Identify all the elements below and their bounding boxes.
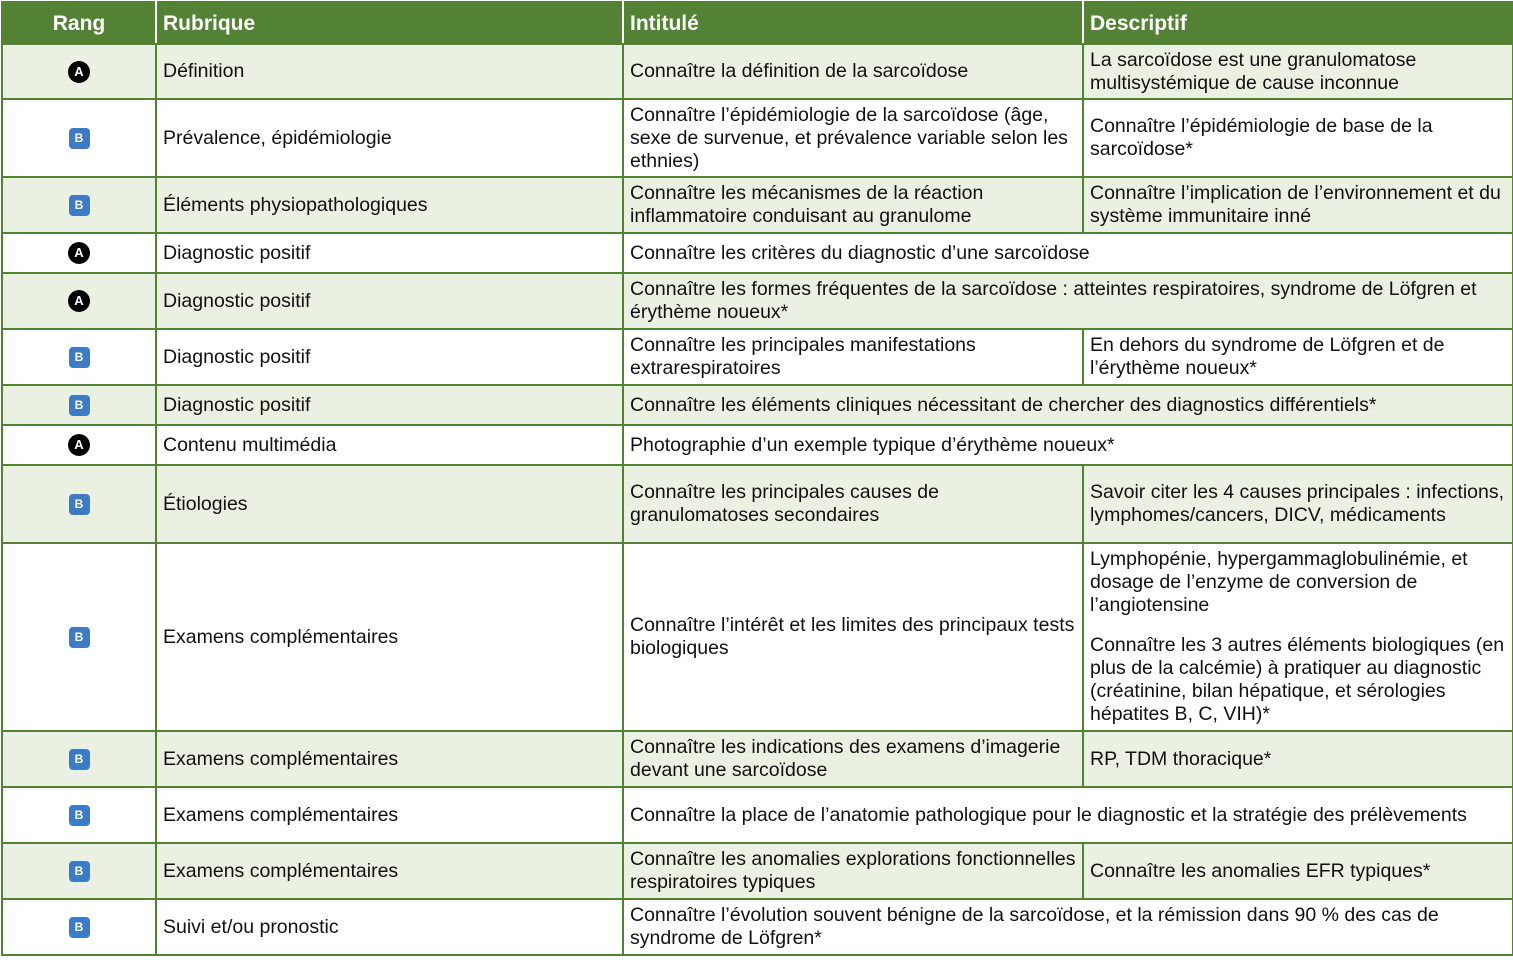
rank-a-badge-icon: A	[68, 434, 90, 456]
rubrique-cell: Diagnostic positif	[156, 273, 623, 329]
rang-cell	[2, 543, 156, 731]
sarcoidose-objectives-table	[1, 1, 1513, 956]
rang-cell	[2, 787, 156, 843]
table-row	[2, 233, 1513, 273]
descriptif-cell	[1083, 44, 1513, 99]
rank-b-badge-icon: B	[69, 805, 90, 826]
table-row	[2, 899, 1513, 955]
intitule-cell: Connaître l’épidémiologie de la sarcoïdose (âge, sexe de survenue, et prévalence variable selon les ethnies)	[623, 99, 1083, 177]
descriptif-paragraph: Connaître les anomalies EFR typiques*	[1090, 859, 1431, 882]
rubrique-cell: Prévalence, épidémiologie	[156, 99, 623, 177]
rang-cell	[2, 99, 156, 177]
header-row	[2, 2, 1513, 44]
table-row	[2, 44, 1513, 99]
table-header	[2, 2, 1513, 44]
intitule-cell: Connaître la définition de la sarcoïdose	[623, 44, 1083, 99]
rank-b-badge-icon: B	[69, 347, 90, 368]
rang-cell	[2, 273, 156, 329]
header-intitule: Intitulé	[623, 2, 1083, 44]
intitule-cell: Connaître les anomalies explorations fonctionnelles respiratoires typiques	[623, 843, 1083, 899]
rank-b-badge-icon: B	[69, 917, 90, 938]
rubrique-cell: Examens complémentaires	[156, 787, 623, 843]
descriptif-cell	[1083, 177, 1513, 233]
table-row	[2, 731, 1513, 787]
table-row	[2, 425, 1513, 465]
rang-cell	[2, 425, 156, 465]
rang-cell	[2, 731, 156, 787]
rang-cell	[2, 385, 156, 425]
header-descriptif: Descriptif	[1083, 2, 1513, 44]
intitule-cell: Connaître les éléments cliniques nécessitant de chercher des diagnostics différentiels*	[623, 385, 1513, 425]
header-rang: Rang	[2, 2, 156, 44]
descriptif-paragraph: Connaître les 3 autres éléments biologiques (en plus de la calcémie) à pratiquer au diagnostic (créatinine, bilan hépatique, et sérologies hépatites B, C, VIH)*	[1090, 634, 1505, 725]
rang-cell	[2, 465, 156, 543]
intitule-cell: Connaître l’évolution souvent bénigne de la sarcoïdose, et la rémission dans 90 % des cas de syndrome de Löfgren*	[623, 899, 1513, 955]
table-row	[2, 385, 1513, 425]
rank-a-badge-icon: A	[68, 242, 90, 264]
rang-cell	[2, 44, 156, 99]
intitule-cell: Connaître les principales manifestations extrarespiratoires	[623, 329, 1083, 385]
table-row	[2, 177, 1513, 233]
descriptif-paragraph: Connaître l’implication de l’environnement et du système immunitaire inné	[1090, 182, 1501, 227]
rubrique-cell: Diagnostic positif	[156, 233, 623, 273]
rubrique-cell: Contenu multimédia	[156, 425, 623, 465]
table-row	[2, 843, 1513, 899]
rank-b-badge-icon: B	[69, 395, 90, 416]
descriptif-cell	[1083, 465, 1513, 543]
descriptif-cell	[1083, 329, 1513, 385]
table-body	[2, 44, 1513, 955]
rank-a-badge-icon: A	[68, 290, 90, 312]
descriptif-paragraph: En dehors du syndrome de Löfgren et de l’érythème noueux*	[1090, 334, 1445, 379]
table-row	[2, 787, 1513, 843]
descriptif-cell	[1083, 843, 1513, 899]
descriptif-cell	[1083, 543, 1513, 731]
rang-cell	[2, 329, 156, 385]
table-row	[2, 329, 1513, 385]
rubrique-cell: Suivi et/ou pronostic	[156, 899, 623, 955]
rank-b-badge-icon: B	[69, 627, 90, 648]
rubrique-cell: Étiologies	[156, 465, 623, 543]
table-row	[2, 465, 1513, 543]
header-rubrique: Rubrique	[156, 2, 623, 44]
table-row	[2, 99, 1513, 177]
rang-cell	[2, 233, 156, 273]
descriptif-paragraph: Connaître l’épidémiologie de base de la sarcoïdose*	[1090, 115, 1433, 160]
descriptif-paragraph: Lymphopénie, hypergammaglobulinémie, et dosage de l’enzyme de conversion de l’angiotensine	[1090, 548, 1468, 616]
intitule-cell: Connaître les indications des examens d’imagerie devant une sarcoïdose	[623, 731, 1083, 787]
rubrique-cell: Examens complémentaires	[156, 731, 623, 787]
rank-b-badge-icon: B	[69, 195, 90, 216]
intitule-cell: Connaître les mécanismes de la réaction inflammatoire conduisant au granulome	[623, 177, 1083, 233]
intitule-cell: Connaître l’intérêt et les limites des principaux tests biologiques	[623, 543, 1083, 731]
descriptif-cell	[1083, 731, 1513, 787]
rank-b-badge-icon: B	[69, 861, 90, 882]
descriptif-cell	[1083, 99, 1513, 177]
rubrique-cell: Diagnostic positif	[156, 385, 623, 425]
rang-cell	[2, 177, 156, 233]
rank-b-badge-icon: B	[69, 128, 90, 149]
intitule-cell: Connaître les formes fréquentes de la sarcoïdose : atteintes respiratoires, syndrome de Löfgren et érythème noueux*	[623, 273, 1513, 329]
table-row	[2, 543, 1513, 731]
rubrique-cell: Diagnostic positif	[156, 329, 623, 385]
intitule-cell: Connaître les critères du diagnostic d’une sarcoïdose	[623, 233, 1513, 273]
table-row	[2, 273, 1513, 329]
intitule-cell: Photographie d’un exemple typique d’érythème noueux*	[623, 425, 1513, 465]
rubrique-cell: Examens complémentaires	[156, 543, 623, 731]
descriptif-paragraph: Savoir citer les 4 causes principales : infections, lymphomes/cancers, DICV, médicaments	[1090, 481, 1505, 526]
rubrique-cell: Examens complémentaires	[156, 843, 623, 899]
intitule-cell: Connaître les principales causes de granulomatoses secondaires	[623, 465, 1083, 543]
rank-a-badge-icon: A	[68, 61, 90, 83]
rank-b-badge-icon: B	[69, 494, 90, 515]
rang-cell	[2, 899, 156, 955]
descriptif-paragraph: La sarcoïdose est une granulomatose multisystémique de cause inconnue	[1090, 48, 1417, 94]
rank-b-badge-icon: B	[69, 749, 90, 770]
descriptif-paragraph: RP, TDM thoracique*	[1090, 747, 1272, 770]
rubrique-cell: Définition	[156, 44, 623, 99]
intitule-cell: Connaître la place de l’anatomie pathologique pour le diagnostic et la stratégie des prélèvements	[623, 787, 1513, 843]
rang-cell	[2, 843, 156, 899]
rubrique-cell: Éléments physiopathologiques	[156, 177, 623, 233]
